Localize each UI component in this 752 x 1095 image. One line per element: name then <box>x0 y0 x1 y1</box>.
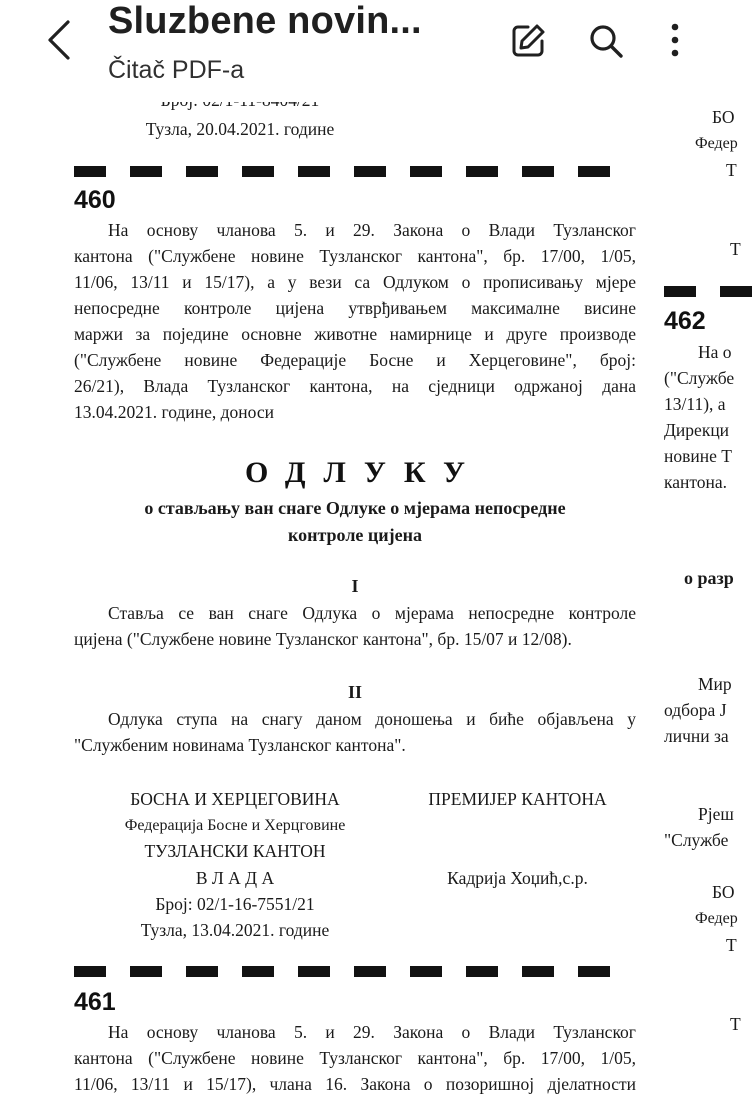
decision-461-line: 11/06, 13/11 и 15/17), члана 16. Закона о позоришној дјелатности <box>74 1074 636 1094</box>
signature-country: БОСНА И ХЕРЦЕГОВИНА <box>130 789 340 809</box>
right-text: Федер <box>695 910 738 927</box>
right-text: Мир <box>698 674 732 694</box>
right-text: "Службе <box>664 830 729 850</box>
preamble-line: ("Службене новине Федерације Босне и Херцеговине", број: <box>74 350 636 370</box>
preamble-line: 26/21), Влада Тузланског кантона, на сједници одржаној дана <box>74 376 636 396</box>
preamble-line: 11/06, 13/11 и 15/17), а у вези са Одлуком о прописивању мјере <box>74 272 636 292</box>
right-text: ("Службе <box>664 368 735 388</box>
signature-government: В Л А Д А <box>195 868 275 888</box>
premier-name: Кадрија Хоџић,с.р. <box>447 868 588 888</box>
signature-date: Тузла, 13.04.2021. године <box>140 920 330 940</box>
decision-subheading: о стављању ван снаге Одлуке о мјерама непосредне <box>144 498 566 518</box>
preamble-line: кантона ("Службене новине Тузланског кантона", бр. 17/00, 1/05, <box>74 246 636 266</box>
article-text: цијена ("Службене новине Тузланског кантона", бр. 15/07 и 12/08). <box>74 629 572 649</box>
right-text: лични за <box>664 726 729 746</box>
article-text: Одлука ступа на снагу даном доношења и биће објављена у <box>108 709 636 729</box>
decision-461-line: кантона ("Службене новине Тузланског кантона", бр. 17/00, 1/05, <box>74 1048 636 1068</box>
signature-canton: ТУЗЛАНСКИ КАНТОН <box>144 841 326 861</box>
decision-heading: ОДЛУКУ <box>244 456 484 489</box>
right-text: Т <box>726 935 737 955</box>
right-text: кантона. <box>664 472 728 492</box>
decision-number-461: 461 <box>74 988 116 1016</box>
top-date: Тузла, 20.04.2021. године <box>145 119 335 139</box>
article-number: I <box>351 576 359 596</box>
right-text: Т <box>726 160 737 180</box>
more-vert-icon[interactable] <box>660 20 690 60</box>
article-text: Ставља се ван снаге Одлука о мјерама непосредне контроле <box>108 603 636 623</box>
decision-number-460: 460 <box>74 186 116 214</box>
right-text: Федер <box>695 135 738 152</box>
right-text: Рјеш <box>698 804 734 824</box>
decision-subheading: контроле цијена <box>287 525 423 545</box>
app-bar <box>0 0 738 102</box>
search-icon[interactable] <box>586 21 626 61</box>
signature-federation: Федерација Босне и Херцговине <box>124 817 346 834</box>
preamble-line-last: 13.04.2021. године, доноси <box>74 402 274 422</box>
signature-number: Број: 02/1-16-7551/21 <box>155 894 315 914</box>
back-arrow-icon[interactable] <box>40 18 80 62</box>
right-text: 13/11), а <box>664 394 726 414</box>
preamble-line: На основу чланова 5. и 29. Закона о Влади Тузланског <box>108 220 636 240</box>
article-text: "Службеним новинама Тузланског кантона". <box>74 735 406 755</box>
preamble-line: маржи за поједине основне животне намирнице и друге производе <box>74 324 636 344</box>
right-text: БО <box>712 107 735 127</box>
decision-461-line: На основу чланова 5. и 29. Закона о Влади Тузланског <box>108 1022 636 1042</box>
right-text: одбора Ј <box>664 700 727 720</box>
pdf-page[interactable] <box>0 102 741 1094</box>
right-text: На о <box>698 342 732 362</box>
article-number: II <box>347 682 362 702</box>
right-text: Дирекци <box>664 420 730 440</box>
app-subtitle: Čitač PDF-a <box>108 56 245 84</box>
right-text: Т <box>730 1014 741 1034</box>
document-title: Sluzbene novin... <box>108 0 422 42</box>
right-text: Т <box>730 239 741 259</box>
preamble-line: непосредне контроле цијена утврђивањем максималне висине <box>74 298 636 318</box>
right-text: о разр <box>684 568 734 588</box>
premier-title: ПРЕМИЈЕР КАНТОНА <box>428 789 607 809</box>
right-text: БО <box>712 882 735 902</box>
edit-icon[interactable] <box>508 21 548 61</box>
decision-number-462: 462 <box>664 307 706 335</box>
right-text: новине Т <box>664 446 732 466</box>
